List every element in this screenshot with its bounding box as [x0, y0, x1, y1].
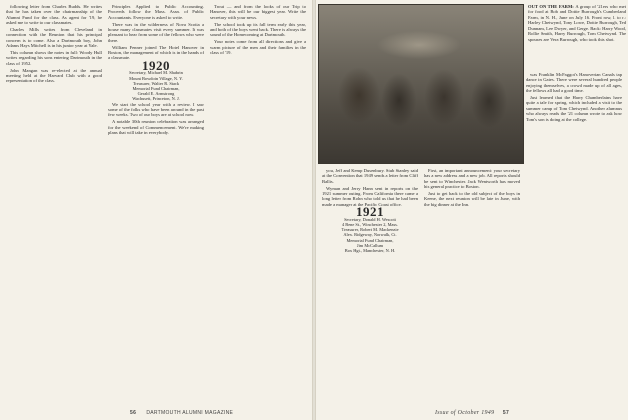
- caption-text: A group of '21ers who met for food at Bob and Dottie Burrough's Cumberland Farm, in N. H., June on July 16. Front row, l. to r.: Harley Chetwynd, Tony Lowe, Dottie Burrough, Ted Dunnam, Lee Dwyer, and Gerge. Back: Harry Wood, Rollie Smith, Harry Burrough, Tom Chetwynd. The spouses are Vera Burrough, who took this shot.: [528, 4, 626, 42]
- right-footer: [316, 410, 628, 416]
- class-officers-1921: [322, 217, 418, 253]
- class-heading-1920: 1920: [142, 57, 170, 73]
- officer-line: Jim McCallum: [356, 242, 384, 248]
- page-number: 56: [130, 410, 137, 416]
- officer-line: 4 Bene St., Winchester 2, Mass.: [342, 222, 398, 228]
- class-officers-1920: [108, 70, 204, 101]
- page-number: 57: [502, 410, 510, 416]
- paragraph: Charles Mills writes from Cleveland in connection with the Reunion that his principal concern is to come. Also a Dartmouth boy, John Adams Hays Mitchell is in his junior year at Yale.: [6, 27, 102, 49]
- paragraph: William Fenner joined The Hotel Hanover in Boston, the management of which is in the hands of a classmate.: [108, 44, 204, 61]
- paragraph: The school took up its fall term early this year, and both of the boys went back. There is always the sound of the Homecoming at Dartmouth.: [210, 21, 306, 38]
- officer-line: Memorial Fund Chairman,: [346, 237, 394, 243]
- paragraph: There was in the wilderness of Nova Scotia a house many classmates visit every summer. It was pleasant to hear from some of the fellows who were there.: [108, 21, 204, 43]
- officer-line: Gerald E. Armstrong: [137, 91, 175, 97]
- officer-line: Secretary, Michael M. Shabrin: [129, 70, 183, 76]
- class-heading-1921: 1921: [356, 204, 384, 220]
- paragraph: Trout — and from the looks of our Trip to Hanover, this will be our biggest year. Write the secretary with your news.: [210, 4, 306, 20]
- paragraph: was Franklin McFaggot's Hanoverian Canals tap dance in Gates. There were several hundred people enjoying themselves, a crowd made up of all ages, the fellows all had a good time.: [526, 72, 622, 94]
- paragraph: following letter from Charles Budds. He writes that he has taken over the chairmanship of the Alumni Fund for the class. As agent for '19, he asked me to write to our classmates.: [6, 4, 102, 26]
- left-page: [0, 0, 312, 420]
- right-column-1: [322, 168, 418, 253]
- officer-line: Treasurer, Robert M. Mackenzie: [341, 227, 399, 233]
- paragraph: First, an important announcement: your secretary has a new address and a new job. All reports should be sent to Winchester. Jack Wentworth has moved his general practice to Boston.: [424, 168, 520, 190]
- left-column-1: [6, 4, 102, 85]
- paragraph: Just to get back to the old subject of the boys in Keene, the next reunion will be late in June, with the big dinner at the Inn.: [424, 191, 520, 207]
- officer-line: Memorial Fund Chairman,: [132, 85, 180, 91]
- group-photo: [318, 4, 524, 164]
- officer-line: Alex. Ridgeway, Norwalk, Ct.: [343, 232, 397, 238]
- paragraph: John Mangan was re-elected at the annual meeting held at the Harvard Club with a good representation of the class.: [6, 67, 102, 84]
- paragraph: you, Jeff and Kemp Dusenbury. Stub Stanley said at the Convention that 1949 sends a letter from Cliff Ballis.: [322, 168, 418, 184]
- paragraph: We start the school year with a review. I saw some of the folks who have been around in the past few weeks. Two of our boys are at school now.: [108, 101, 204, 118]
- paragraph: Principles Applied to Public Accounting. Proceeds follow the Mass. Assn. of Public Accountants. Everyone is asked to write.: [108, 4, 204, 20]
- right-column-3: [526, 72, 622, 123]
- officer-line: Wachusett, Princeton, N. J.: [132, 96, 180, 102]
- photo-caption: [528, 4, 626, 42]
- officer-line: Mount Bowdoin Village, N. Y.: [129, 75, 183, 81]
- left-column-2: [108, 4, 204, 137]
- paragraph: Just learned that the Harry Chamberlains have quite a tale for spring, which included a visit to the summer camp of Tom Chetwynd. Another alumnus who always reads the '21 column wrote to ask how Tom's son is doing at the college.: [526, 95, 622, 122]
- paragraph: This column shows the notes in full: Woody Hull writes regarding his sons entering Dartmouth in the class of 1952.: [6, 50, 102, 66]
- left-column-3: [210, 4, 306, 57]
- left-footer: [130, 410, 233, 416]
- right-column-2: [424, 168, 520, 209]
- officer-line: Treasurer, Walter R. Stack: [132, 80, 180, 86]
- magazine-name: DARTMOUTH ALUMNI MAGAZINE: [146, 410, 234, 416]
- officer-line: Secretary, Donald H. Wescott: [344, 216, 396, 222]
- issue-date: Issue of October 1949: [434, 410, 495, 416]
- paragraph: A notable 30th reunion celebration was arranged for the weekend of Commencement. We're making plans that will take in everybody.: [108, 119, 204, 136]
- paragraph: Your notes come from all directions and give a warm picture of the men and their families in the class of '19.: [210, 39, 306, 55]
- caption-lead: OUT ON THE FARM:: [528, 4, 574, 9]
- paragraph: Wyman and Jerry Hann sent in reports on the 1921 summer outing. From California there came a long letter from Rohn who told us that he had been made a manager at the Pacific Coast office.: [322, 185, 418, 207]
- right-page: [316, 0, 628, 420]
- officer-line: Box Hgt., Manchester, N. H.: [344, 248, 396, 254]
